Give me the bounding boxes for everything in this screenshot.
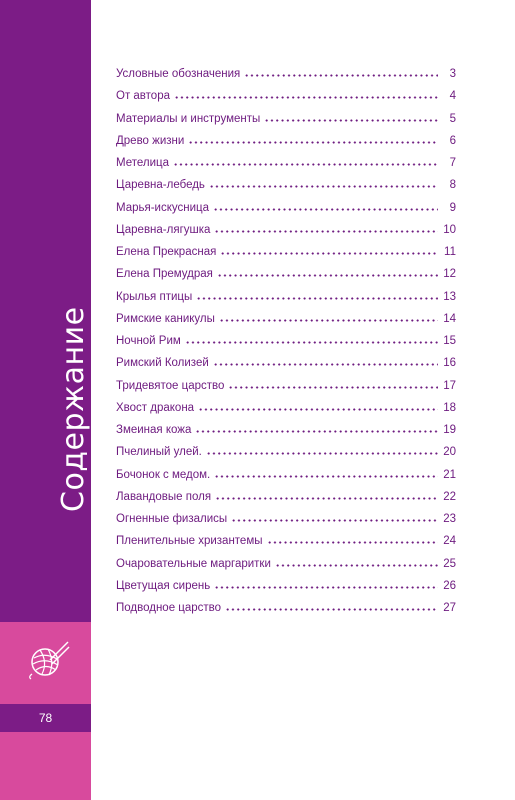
toc-entry-page: 24 [443,535,456,548]
sidebar-bottom-block [0,732,91,800]
toc-entry[interactable] [116,224,456,246]
dot-leader [231,513,438,522]
dot-leader [219,313,438,322]
toc-entry[interactable] [116,424,456,446]
dot-leader [209,179,438,188]
toc-entry-page: 18 [443,401,456,414]
toc-entry-title: От автора [116,90,170,103]
toc-entry-title: Хвост дракона [116,401,195,414]
sidebar-title-area: Содержание [56,306,91,512]
dot-leader [220,246,438,255]
toc-entry[interactable] [116,469,456,491]
toc-entry-page: 26 [443,579,456,592]
dot-leader [228,380,438,389]
toc-entry[interactable] [116,558,456,580]
dot-leader [213,357,438,366]
dot-leader [198,402,438,411]
toc-entry-page: 3 [449,68,456,80]
dot-leader [214,469,438,478]
toc-entry-title: Крылья птицы [116,290,193,303]
toc-entry-page: 22 [443,490,456,503]
toc-entry[interactable] [116,580,456,602]
toc-entry-title: Лавандовые поля [116,490,212,503]
dot-leader [206,446,438,455]
toc-entry[interactable] [116,202,456,224]
toc-entry-page: 11 [444,246,456,258]
dot-leader [267,535,438,544]
toc-entry-title: Подводное царство [116,602,222,614]
toc-entry[interactable] [116,90,456,112]
dot-leader [217,268,438,277]
toc-entry-page: 21 [443,468,456,481]
dot-leader [196,291,438,300]
dot-leader [213,202,438,211]
dot-leader [264,113,438,122]
toc-entry-title: Римские каникулы [116,312,215,325]
toc-entry[interactable] [116,402,456,424]
toc-entry-page: 27 [443,602,456,614]
toc-entry-title: Пчелиный улей. [116,446,202,459]
toc-entry[interactable] [116,113,456,135]
toc-entry-page: 17 [443,379,456,392]
toc-entry[interactable] [116,535,456,557]
toc-entry-title: Условные обозначения [116,68,241,80]
toc-entry-title: Бочонок с медом. [116,468,211,481]
table-of-contents [116,68,456,624]
dot-leader [195,424,438,433]
toc-entry[interactable] [116,157,456,179]
toc-entry-page: 13 [443,290,456,303]
toc-entry-page: 19 [443,424,456,436]
dot-leader [275,558,438,567]
toc-entry-page: 20 [443,446,456,459]
dot-leader [214,580,438,589]
toc-entry-title: Материалы и инструменты [116,112,261,125]
dot-leader [215,491,438,500]
toc-entry-title: Елена Премудрая [116,268,213,281]
toc-entry[interactable] [116,491,456,513]
toc-entry-title: Древо жизни [116,134,185,147]
toc-entry[interactable] [116,268,456,290]
toc-entry-page: 4 [449,90,456,103]
dot-leader [173,157,438,166]
toc-entry-page: 10 [443,223,456,236]
toc-entry[interactable] [116,135,456,157]
dot-leader [244,68,438,77]
toc-entry[interactable] [116,246,456,268]
toc-entry-title: Царевна-лягушка [116,223,211,236]
toc-entry-title: Елена Прекрасная [116,246,217,258]
toc-entry[interactable] [116,179,456,201]
dot-leader [174,90,438,99]
toc-entry[interactable] [116,313,456,335]
toc-entry-title: Метелица [116,157,169,169]
toc-entry-page: 15 [443,335,456,347]
toc-entry[interactable] [116,291,456,313]
toc-entry-page: 9 [449,201,456,214]
dot-leader [214,224,438,233]
toc-entry-page: 8 [449,179,456,192]
toc-entry[interactable] [116,357,456,379]
toc-entry[interactable] [116,602,456,624]
toc-entry-title: Огненные физалисы [116,513,228,525]
toc-entry-title: Пленительные хризантемы [116,535,263,548]
toc-entry-page: 23 [443,513,456,525]
toc-entry-page: 7 [449,157,456,169]
toc-entry[interactable] [116,380,456,402]
toc-entry-title: Змеиная кожа [116,424,192,436]
toc-entry[interactable] [116,335,456,357]
toc-entry-page: 5 [449,112,456,125]
toc-entry-page: 14 [443,312,456,325]
toc-entry[interactable] [116,68,456,90]
dot-leader [225,602,438,611]
toc-entry-title: Цветущая сирень [116,579,211,592]
toc-entry[interactable] [116,513,456,535]
toc-entry-page: 6 [449,134,456,147]
toc-entry-title: Тридевятое царство [116,379,225,392]
toc-entry-page: 25 [443,557,456,570]
yarn-ball-icon [28,640,70,680]
toc-entry-title: Ночной Рим [116,335,181,347]
dot-leader [185,335,438,344]
toc-entry-title: Римский Колизей [116,357,209,370]
toc-entry[interactable] [116,446,456,468]
page-number: 78 [38,711,53,725]
toc-entry-page: 16 [443,357,456,370]
toc-entry-page: 12 [443,268,456,281]
dot-leader [188,135,438,144]
toc-entry-title: Царевна-лебедь [116,179,205,192]
toc-entry-title: Очаровательные маргаритки [116,557,271,570]
toc-entry-title: Марья-искусница [116,201,210,214]
